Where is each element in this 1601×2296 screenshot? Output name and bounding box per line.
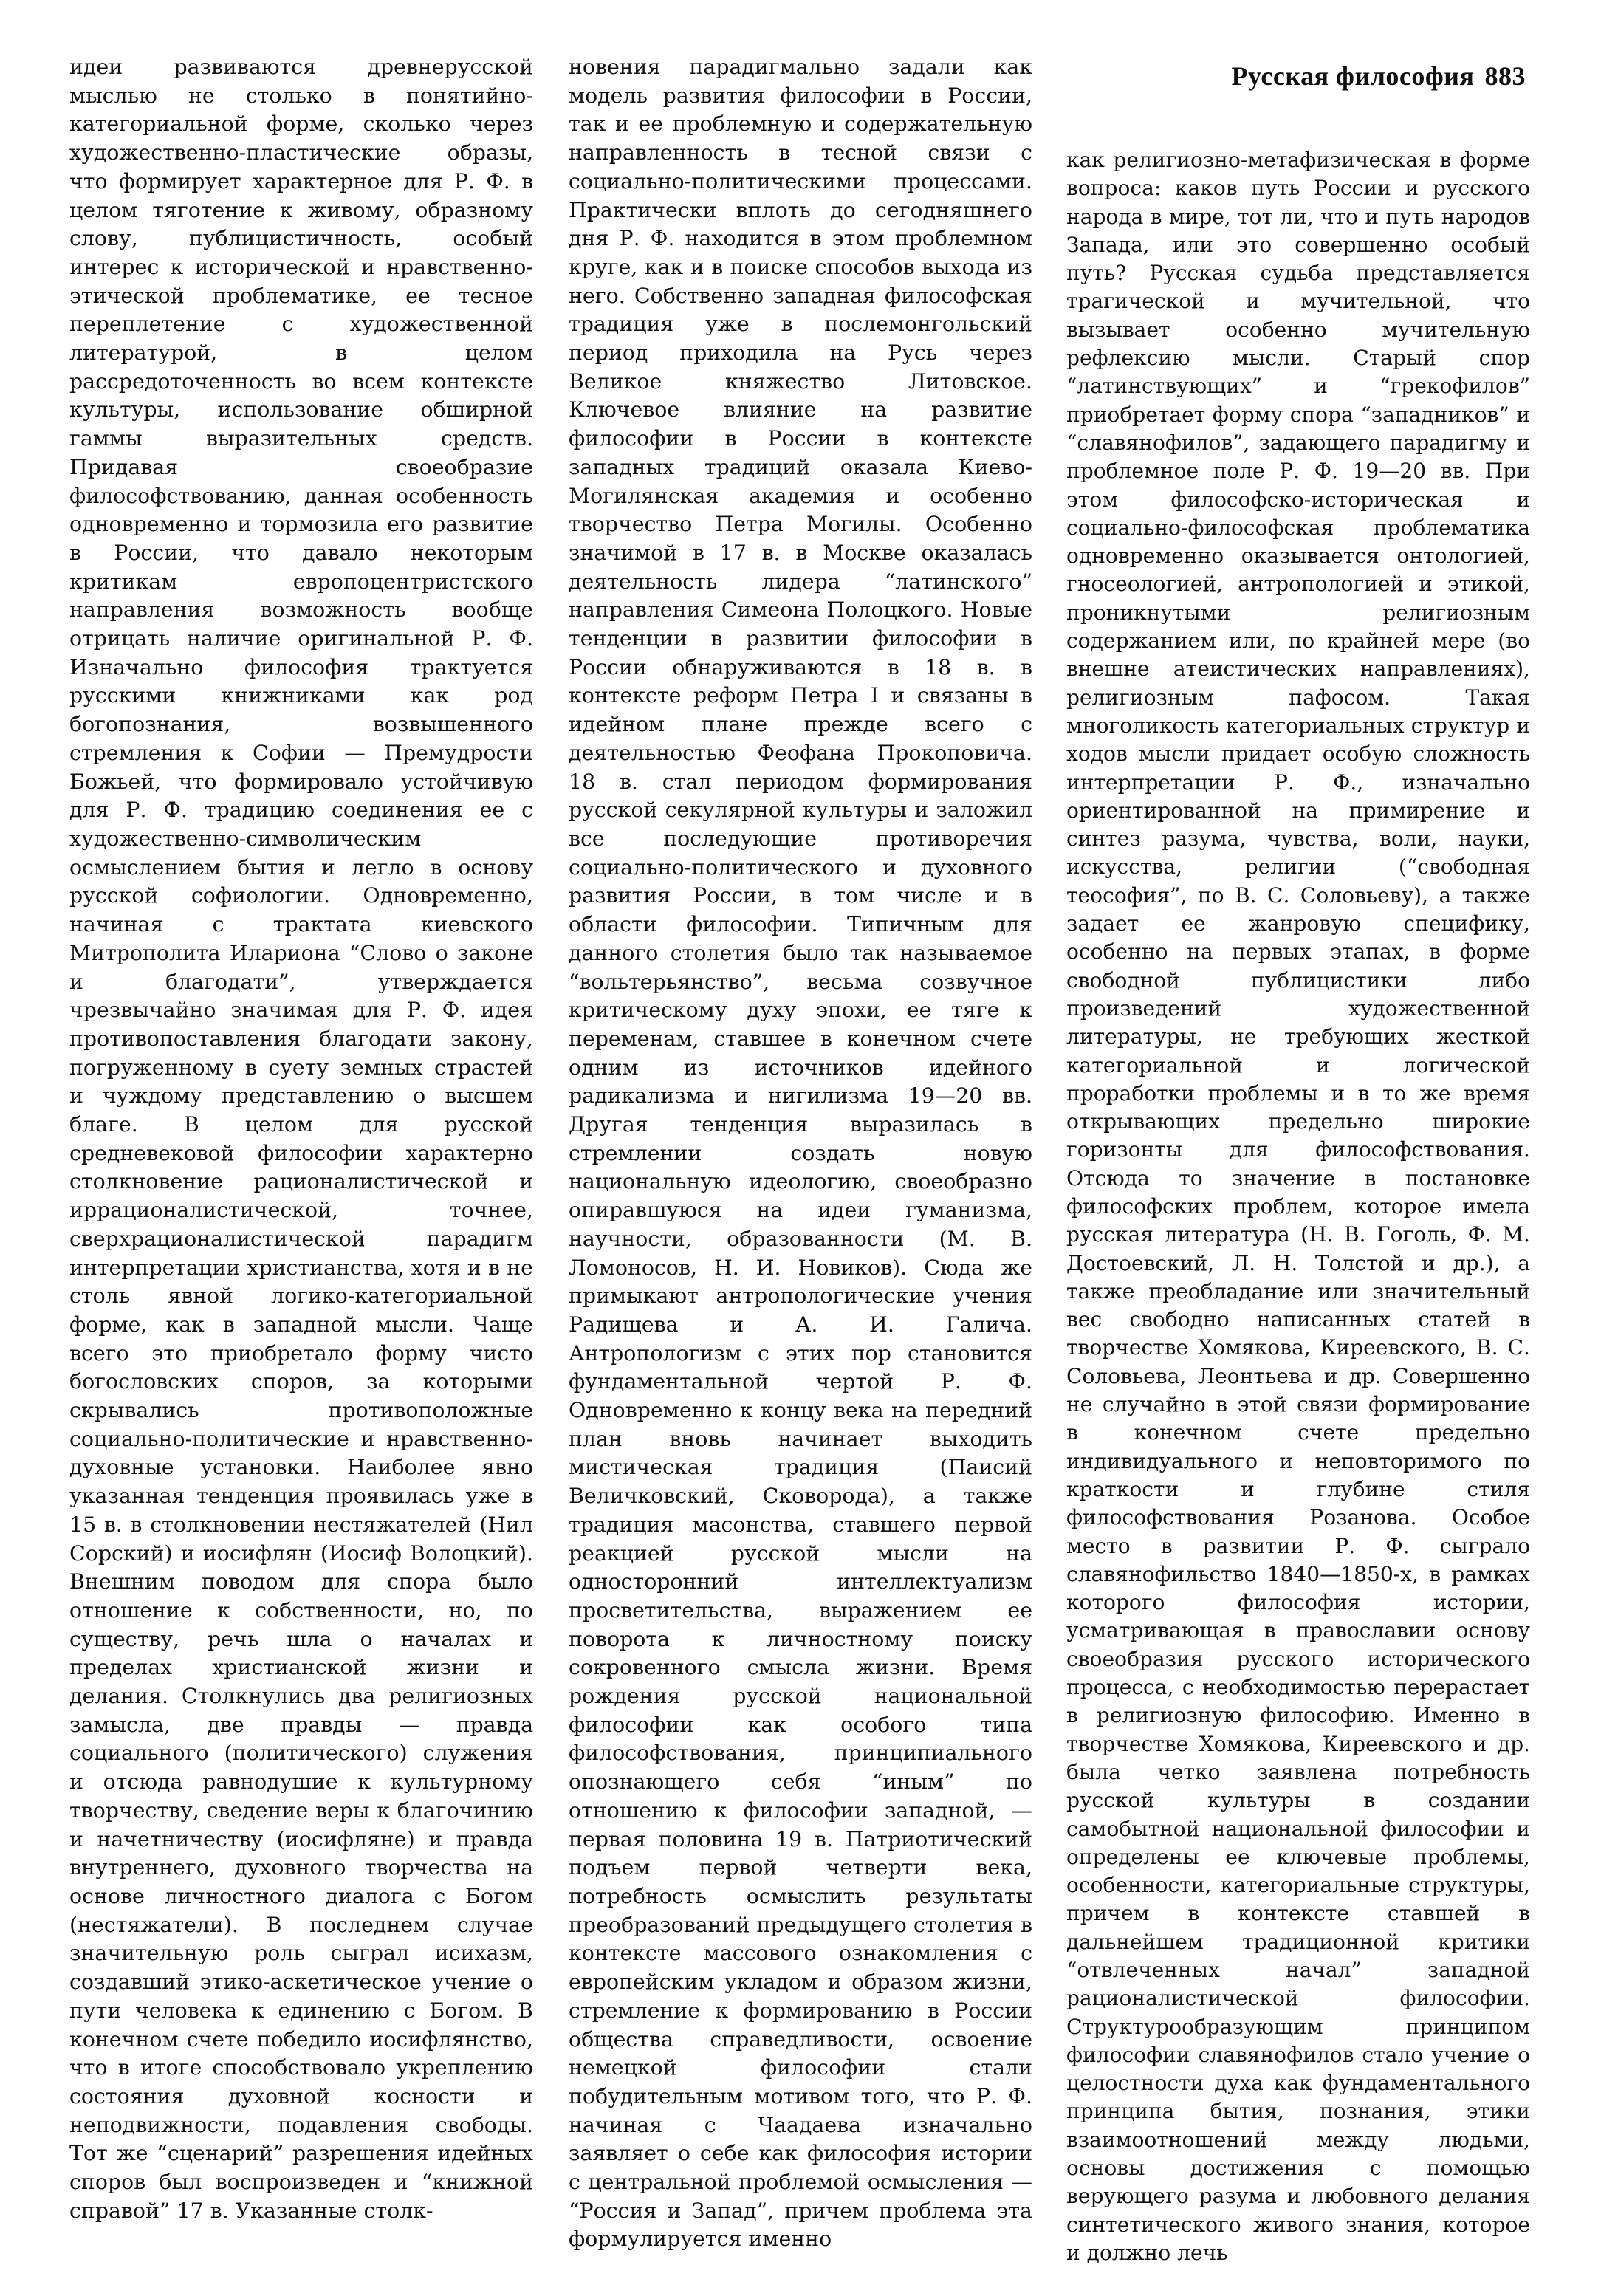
text-column-middle xyxy=(569,53,1032,2254)
column-text: новения парадигмально задали как модель развития философии в России, так и ее проблемную и содержательную направленность в тесной связи с социально-политическими процессами. Практически вплоть до сегодняшнего дня Р. Ф. находится в этом проблемном круге, как и в поиске способов выхода из него. Собственно западная философская традиция уже в послемонгольский период приходила на Русь через Великое княжество Литовское. Ключевое влияние на развитие философии в России в контексте западных традиций оказала Киево-Могилянская академия и особенно творчество Петра Могилы. Особенно значимой в 17 в. в Москве оказалась деятельность лидера “латинского” направления Симеона Полоцкого. Новые тенденции в развитии философии в России обнаруживаются в 18 в. в контексте реформ Петра I и связаны в идейном плане прежде всего с деятельностью Феофана Прокоповича. 18 в. стал периодом формирования русской секулярной культуры и заложил все последующие противоречия социально-политического и духовного развития России, в том числе и в области философии. Типичным для данного столетия было так называемое “вольтерьянство”, весьма созвучное критическому духу эпохи, ее тяге к переменам, ставшее в конечном счете одним из источников идейного радикализма и нигилизма 19—20 вв. Другая тенденция выразилась в стремлении создать новую национальную идеологию, своеобразно опиравшуюся на идеи гуманизма, научности, образованности (М. В. Ломоносов, Н. И. Новиков). Сюда же примыкают антропологические учения Радищева и А. И. Галича. Антропологизм с этих пор становится фундаментальной чертой Р. Ф. Одновременно к концу века на передний план вновь начинает выходить мистическая традиция (Паисий Величковский, Сковорода), а также традиция масонства, ставшего первой реакцией русской мысли на односторонний интеллектуализм просветительства, выражением ее поворота к личностному поиску сокровенного смысла жизни. Время рождения русской национальной философии как особого типа философствования, принципиального опознающего себя “иным” по отношению к философии западной, — первая половина 19 в. Патриотический подъем первой четверти века, потребность осмыслить результаты преобразований предыдущего столетия в контексте массового ознакомления с европейским укладом и образом жизни, стремление к формированию в России общества справедливости, освоение немецкой философии стали побудительным мотивом того, что Р. Ф. начиная с Чаадаева изначально заявляет о себе как философия истории с центральной проблемой осмысления — “Россия и Запад”, причем проблема эта формулируется именно xyxy=(569,55,1032,2252)
column-text: идеи развиваются древнерусской мыслью не столько в понятийно-категориальной форме, сколько через художественно-пластические образы, что формирует характерное для Р. Ф. в целом тяготение к живому, образному слову, публицистичность, особый интерес к исторической и нравственно-этической проблематике, ее тесное переплетение с художественной литературой, в целом рассредоточенность во всем контексте культуры, использование обширной гаммы выразительных средств. Придавая своеобразие философствованию, данная особенность одновременно и тормозила его развитие в России, что давало некоторым критикам европоцентристского направления возможность вообще отрицать наличие оригинальной Р. Ф. Изначально философия трактуется русскими книжниками как род богопознания, возвышенного стремления к Софии — Премудрости Божьей, что формировало устойчивую для Р. Ф. традицию соединения ее с художественно-символическим осмыслением бытия и легло в основу русской софиологии. Одновременно, начиная с трактата киевского Митрополита Илариона “Слово о законе и благодати”, утверждается чрезвычайно значимая для Р. Ф. идея противопоставления благодати закону, погруженному в суету земных страстей и чуждому представлению о высшем благе. В целом для русской средневековой философии характерно столкновение рационалистической и иррационалистической, точнее, сверхрационалистической парадигм интерпретации христианства, хотя и в не столь явной логико-категориальной форме, как в западной мысли. Чаще всего это приобретало форму чисто богословских споров, за которыми скрывались противоположные социально-политические и нравственно-духовные установки. Наиболее явно указанная тенденция проявилась уже в 15 в. в столкновении нестяжателей (Нил Сорский) и иосифлян (Иосиф Волоцкий). Внешним поводом для спора было отношение к собственности, но, по существу, речь шла о началах и пределах христианской жизни и делания. Столкнулись два религиозных замысла, две правды — правда социального (политического) служения и отсюда равнодушие к культурному творчеству, сведение веры к благочинию и начетничеству (иосифляне) и правда внутреннего, духовного творчества на основе личностного диалога с Богом (нестяжатели). В последнем случае значительную роль сыграл исихазм, создавший этико-аскетическое учение о пути человека к единению с Богом. В конечном счете победило иосифлянство, что в итоге способствовало укреплению состояния духовной косности и неподвижности, подавления свободы. Тот же “сценарий” разрешения идейных споров был воспроизведен и “книжной справой” 17 в. Указанные столк- xyxy=(69,55,533,2223)
column-text: как религиозно-метафизическая в форме вопроса: каков путь России и русского народа в мире, тот ли, что и путь народов Запада, или это совершенно особый путь? Русская судьба представляется трагической и мучительной, что вызывает особенно мучительную рефлексию мысли. Старый спор “латинствующих” и “грекофилов” приобретает форму спора “западников” и “славянофилов”, задающего парадигму и проблемное поле Р. Ф. 19—20 вв. При этом философско-историческая и социально-философская проблематика одновременно оказывается онтологией, гносеологией, антропологией и этикой, проникнутыми религиозным содержанием или, по крайней мере (во внешне атеистических направлениях), религиозным пафосом. Такая многоликость категориальных структур и ходов мысли придает особую сложность интерпретации Р. Ф., изначально ориентированной на примирение и синтез разума, чувства, воли, науки, искусства, религии (“свободная теософия”, по В. С. Соловьеву), а также задает ее жанровую специфику, особенно на первых этапах, в форме свободной публицистики либо произведений художественной литературы, не требующих жесткой категориальной и логической проработки проблемы и в то же время открывающих предельно широкие горизонты для философствования. Отсюда то значение в постановке философских проблем, которое имела русская литература (Н. В. Гоголь, Ф. М. Достоевский, Л. Н. Толстой и др.), а также преобладание или значительный вес свободно написанных статей в творчестве Хомякова, Киреевского, В. С. Соловьева, Леонтьева и др. Совершенно не случайно в этой связи формирование в конечном счете предельно индивидуального и неповторимого по краткости и глубине стиля философствования Розанова. Особое место в развитии Р. Ф. сыграло славянофильство 1840—1850-х, в рамках которого философия истории, усматривающая в православии основу своеобразия русского исторического процесса, с необходимостью перерастает в религиозную философию. Именно в творчестве Хомякова, Киреевского и др. была четко заявлена потребность русской культуры в создании самобытной национальной философии и определены ее ключевые проблемы, особенности, категориальные структуры, причем в контексте ставшей в дальнейшем традиционной критики “отвлеченных начал” западной рационалистической философии. Структурообразующим принципом философии славянофилов стало учение о целостности духа как фундаментального принципа бытия, познания, этики взаимоотношений между людьми, основы достижения с помощью верующего разума и любовного делания синтетического живого знания, которое и должно лечь xyxy=(1066,148,1530,2265)
page-number: 883 xyxy=(1484,61,1526,91)
running-head xyxy=(1232,61,1526,92)
text-column-left xyxy=(69,53,533,2225)
text-column-right xyxy=(1066,146,1530,2267)
section-title: Русская философия xyxy=(1231,61,1475,91)
